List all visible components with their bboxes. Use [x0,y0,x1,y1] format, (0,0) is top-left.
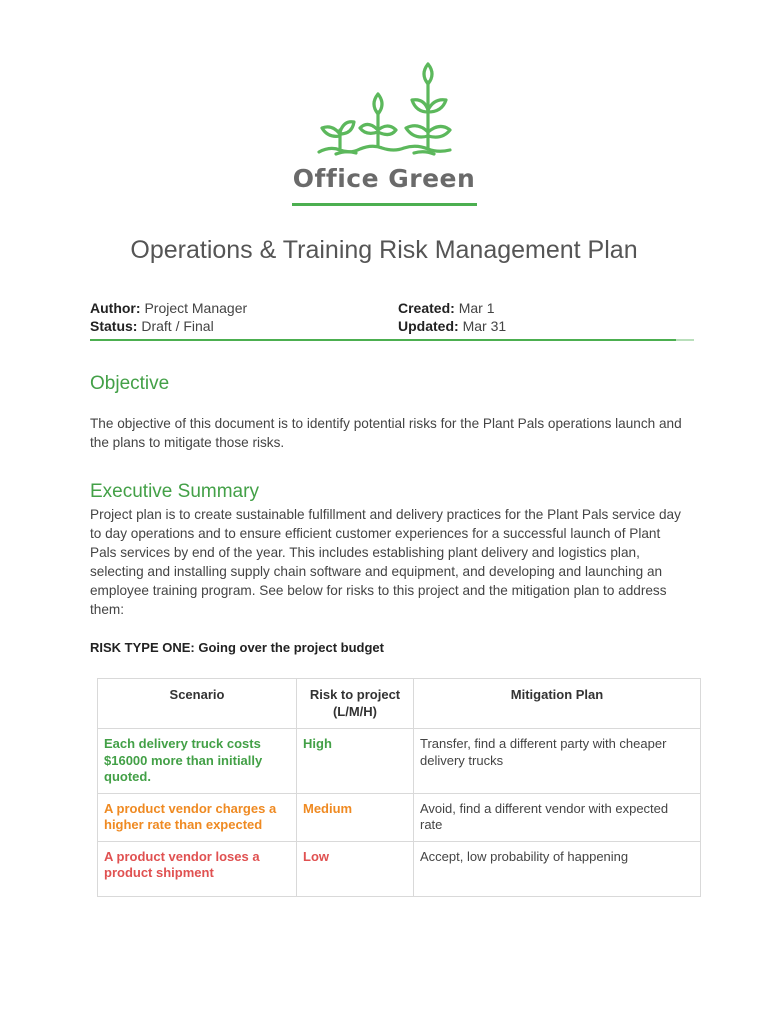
brand-name: Office Green [292,164,476,193]
mitigation-cell: Transfer, find a different party with cheaper delivery trucks [414,729,701,794]
mitigation-cell: Accept, low probability of happening [414,841,701,896]
created-label: Created: [398,300,455,316]
risk-cell: Low [297,841,414,896]
table-row [98,841,701,896]
status-value: Draft / Final [141,318,214,334]
author-row [90,299,247,317]
updated-value: Mar 31 [462,318,507,334]
meta-right [398,299,506,335]
created-value: Mar 1 [458,300,495,316]
scenario-cell: A product vendor loses a product shipment [98,841,297,896]
brand-underline [292,203,477,206]
table-header-row [98,679,701,729]
risk-type-heading: RISK TYPE ONE: Going over the project budget [90,640,384,655]
objective-text: The objective of this document is to identify potential risks for the Plant Pals operations launch and the plans to mitigate those risks. [90,416,682,450]
meta-left [90,299,247,335]
mitigation-cell: Avoid, find a different vendor with expected rate [414,793,701,841]
objective-heading: Objective [90,373,170,394]
status-label: Status: [90,318,138,334]
risk-table [97,678,701,897]
risk-cell: Medium [297,793,414,841]
created-row [398,299,506,317]
status-row [90,317,247,335]
scenario-cell: Each delivery truck costs $16000 more than initially quoted. [98,729,297,794]
meta-divider-tail [676,339,694,341]
table-row [98,793,701,841]
header-scenario: Scenario [98,679,297,729]
summary-text: Project plan is to create sustainable fulfillment and delivery practices for the Plant Pals service day to day operations and to ensure efficient customer experiences for a successful launch of Plant Pals services by end of the year. This includes establishing plant delivery and logistics plan, selecting and installing supply chain software and equipment, and developing and launching an employee training program. See below for risks to this project and the mitigation plan to address them: [90,507,681,617]
plant-logo-icon [316,62,456,165]
meta-divider [90,339,676,341]
summary-heading: Executive Summary [90,481,259,502]
scenario-cell: A product vendor charges a higher rate than expected [98,793,297,841]
header-mitigation: Mitigation Plan [414,679,701,729]
header-risk: Risk to project (L/M/H) [297,679,414,729]
updated-row [398,317,506,335]
updated-label: Updated: [398,318,459,334]
table-row [98,729,701,794]
author-value: Project Manager [144,300,248,316]
author-label: Author: [90,300,141,316]
document-title: Operations & Training Risk Management Plan [130,235,638,264]
risk-cell: High [297,729,414,794]
